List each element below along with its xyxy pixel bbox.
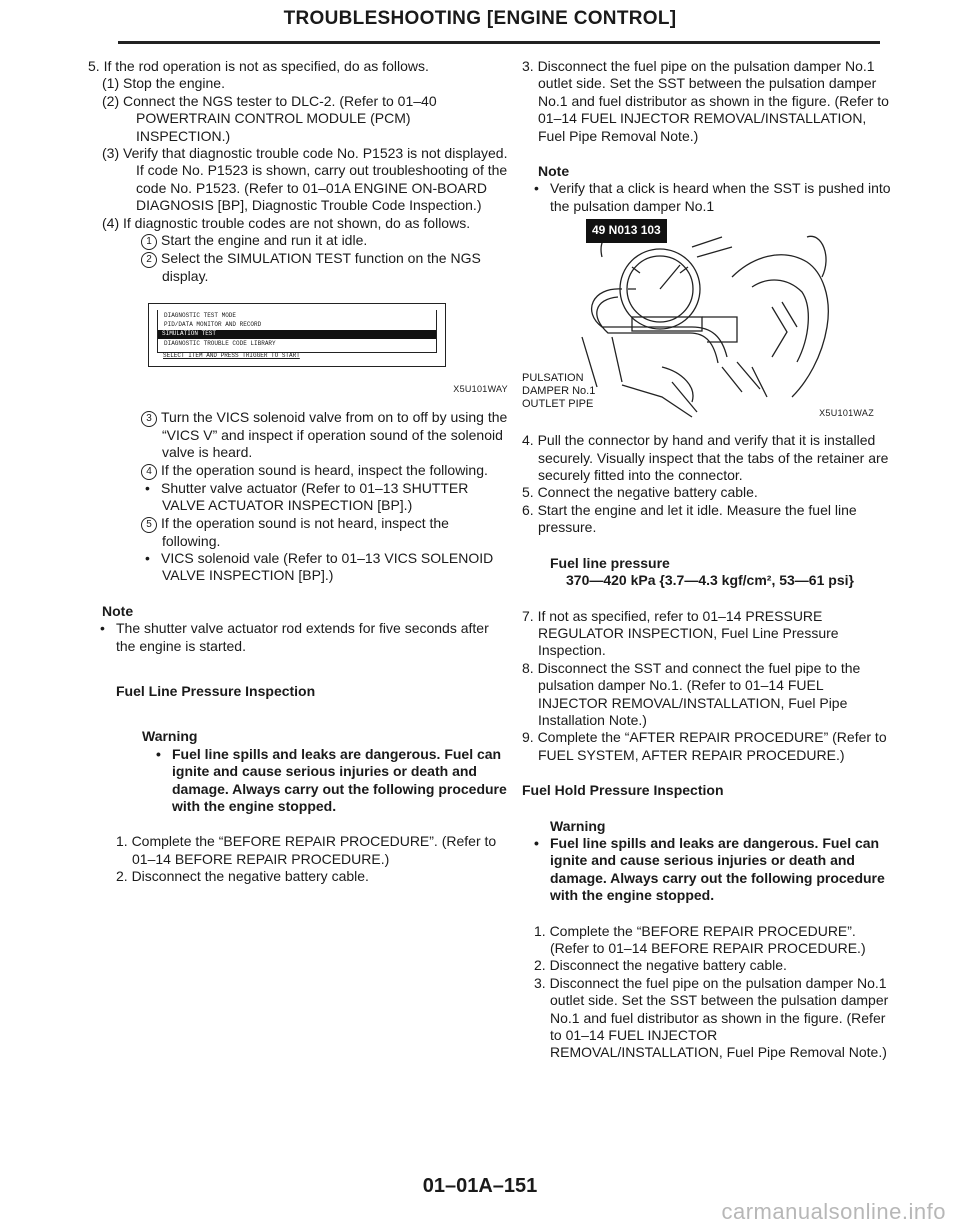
header-rule [118,41,880,44]
step-5: 5. If the rod operation is not as specified, do as follows. [88,58,429,74]
sst-label: 49 N013 103 [586,219,667,242]
circled-number: 5 [141,517,157,533]
figure-id: X5U101WAY [453,384,508,395]
circled-step-2: 2 Select the SIMULATION TEST function on the NGS display. [88,250,508,285]
step-4: 4. Pull the connector by hand and verify that it is installed securely. Visually inspect that the tabs of the retainer are securely fitted into the connector. [522,432,889,484]
sst-figure [522,217,882,432]
bullet-icon: • [100,620,105,637]
warning-heading: Warning [142,728,198,745]
step-3: 3. Disconnect the fuel pipe on the pulsation damper No.1 outlet side. Set the SST between the pulsation damper No.1 and fuel distributor as shown in the figure. (Refer to 01–14 FUEL INJECTOR REMOVAL/INSTALLATION, Fuel Pipe Removal Note.) [522,58,889,144]
circled-number: 2 [141,252,157,268]
bullet-icon: • [534,834,539,851]
step-1: 1. Complete the “BEFORE REPAIR PROCEDURE”. (Refer to 01–14 BEFORE REPAIR PROCEDURE.) [116,833,497,867]
circled-step-4: 4 If the operation sound is heard, inspect the following. [88,462,508,480]
circled-number: 3 [141,411,157,427]
section-heading: Fuel Line Pressure Inspection [116,682,316,699]
step-2: 2. Disconnect the negative battery cable. [534,957,787,974]
warning-text: • Fuel line spills and leaks are dangerous. Fuel can ignite and cause serious injuries or death and damage. Always carry out the following procedure with the engine stopped. [156,745,507,814]
menu-line-selected: SIMULATION TEST [158,330,436,339]
spec-heading: Fuel line pressure [550,554,670,571]
right-column [522,58,892,1062]
circled-step-1: 1 Start the engine and run it at idle. [88,232,508,250]
bullet-item: • VICS solenoid vale (Refer to 01–13 VICS SOLENOID VALVE INSPECTION [BP].) [145,549,494,584]
watermark: carmanualsonline.info [721,1199,946,1224]
step-7: 7. If not as specified, refer to 01–14 PRESSURE REGULATOR INSPECTION, Fuel Line Pressure Inspection. [522,607,839,659]
bullet-icon: • [145,549,150,566]
step-3: 3. Disconnect the fuel pipe on the pulsation damper No.1 outlet side. Set the SST between the pulsation damper No.1 and fuel distributor as shown in the figure. (Refer to 01–14 FUEL INJECTOR REMOVAL/INSTALLATION, Fuel Pipe Removal Note.) [534,974,889,1061]
step-2: 2. Disconnect the negative battery cable. [116,868,369,885]
step-8: 8. Disconnect the SST and connect the fuel pipe to the pulsation damper No.1. (Refer to 01–14 FUEL INJECTOR REMOVAL/INSTALLATION, Fuel Pipe Installation Note.) [522,659,861,728]
left-column [88,58,508,886]
circled-number: 1 [141,234,157,250]
figure-caption: PULSATION DAMPER No.1 OUTLET PIPE [522,372,596,411]
menu-line: DIAGNOSTIC TEST MODE [164,312,237,320]
step-1: 1. Complete the “BEFORE REPAIR PROCEDURE”. (Refer to 01–14 BEFORE REPAIR PROCEDURE.) [534,922,866,956]
screen-footer: SELECT ITEM AND PRESS TRIGGER TO START [163,352,300,360]
note-text: • The shutter valve actuator rod extends for five seconds after the engine is started. [100,620,489,654]
note-heading: Note [538,163,570,180]
substep-2: (2) Connect the NGS tester to DLC-2. (Refer to 01–40 POWERTRAIN CONTROL MODULE (PCM) INSPECTION.) [102,92,437,144]
substep-4: (4) If diagnostic trouble codes are not shown, do as follows. [102,214,471,231]
section-heading: Fuel Hold Pressure Inspection [522,782,724,799]
page-number: 01–01A–151 [422,1175,538,1197]
circled-step-3: 3 Turn the VICS solenoid valve from on to off by using the “VICS V” and inspect if operation sound of the solenoid valve is heard. [88,409,508,462]
spec-value: 370—420 kPa {3.7—4.3 kgf/cm², 53—61 psi} [566,572,854,589]
bullet-icon: • [145,479,150,496]
warning-text: • Fuel line spills and leaks are dangerous. Fuel can ignite and cause serious injuries or death and damage. Always carry out the following procedure with the engine stopped. [534,834,885,904]
bullet-item: • Shutter valve actuator (Refer to 01–13 SHUTTER VALVE ACTUATOR INSPECTION [BP].) [145,479,469,514]
note-heading: Note [102,602,134,619]
page-header [0,8,960,30]
circled-number: 4 [141,464,157,480]
bullet-icon: • [156,745,161,762]
step-9: 9. Complete the “AFTER REPAIR PROCEDURE” (Refer to FUEL SYSTEM, AFTER REPAIR PROCEDURE.) [522,729,887,763]
step-5: 5. Connect the negative battery cable. [522,484,758,501]
figure-id: X5U101WAZ [819,408,874,419]
menu-line: PID/DATA MONITOR AND RECORD [164,320,262,328]
menu-line: DIAGNOSTIC TROUBLE CODE LIBRARY [164,339,276,347]
page-title: TROUBLESHOOTING [ENGINE CONTROL] [283,8,677,29]
bullet-icon: • [534,180,539,197]
note-text: • Verify that a click is heard when the SST is pushed into the pulsation damper No.1 [534,180,891,214]
ngs-display-figure [148,303,446,367]
warning-heading: Warning [550,817,606,834]
circled-step-5: 5 If the operation sound is not heard, inspect the following. [88,515,508,550]
substep-3: (3) Verify that diagnostic trouble code No. P1523 is not displayed. If code No. P1523 is shown, carry out troubleshooting of the code No. P1523. (Refer to 01–01A ENGINE ON-BOARD DIAGNOSIS [BP], Diagnostic Trouble Code Inspection.) [102,145,508,214]
substep-1: (1) Stop the engine. [102,75,225,92]
step-6: 6. Start the engine and let it idle. Measure the fuel line pressure. [522,501,857,536]
